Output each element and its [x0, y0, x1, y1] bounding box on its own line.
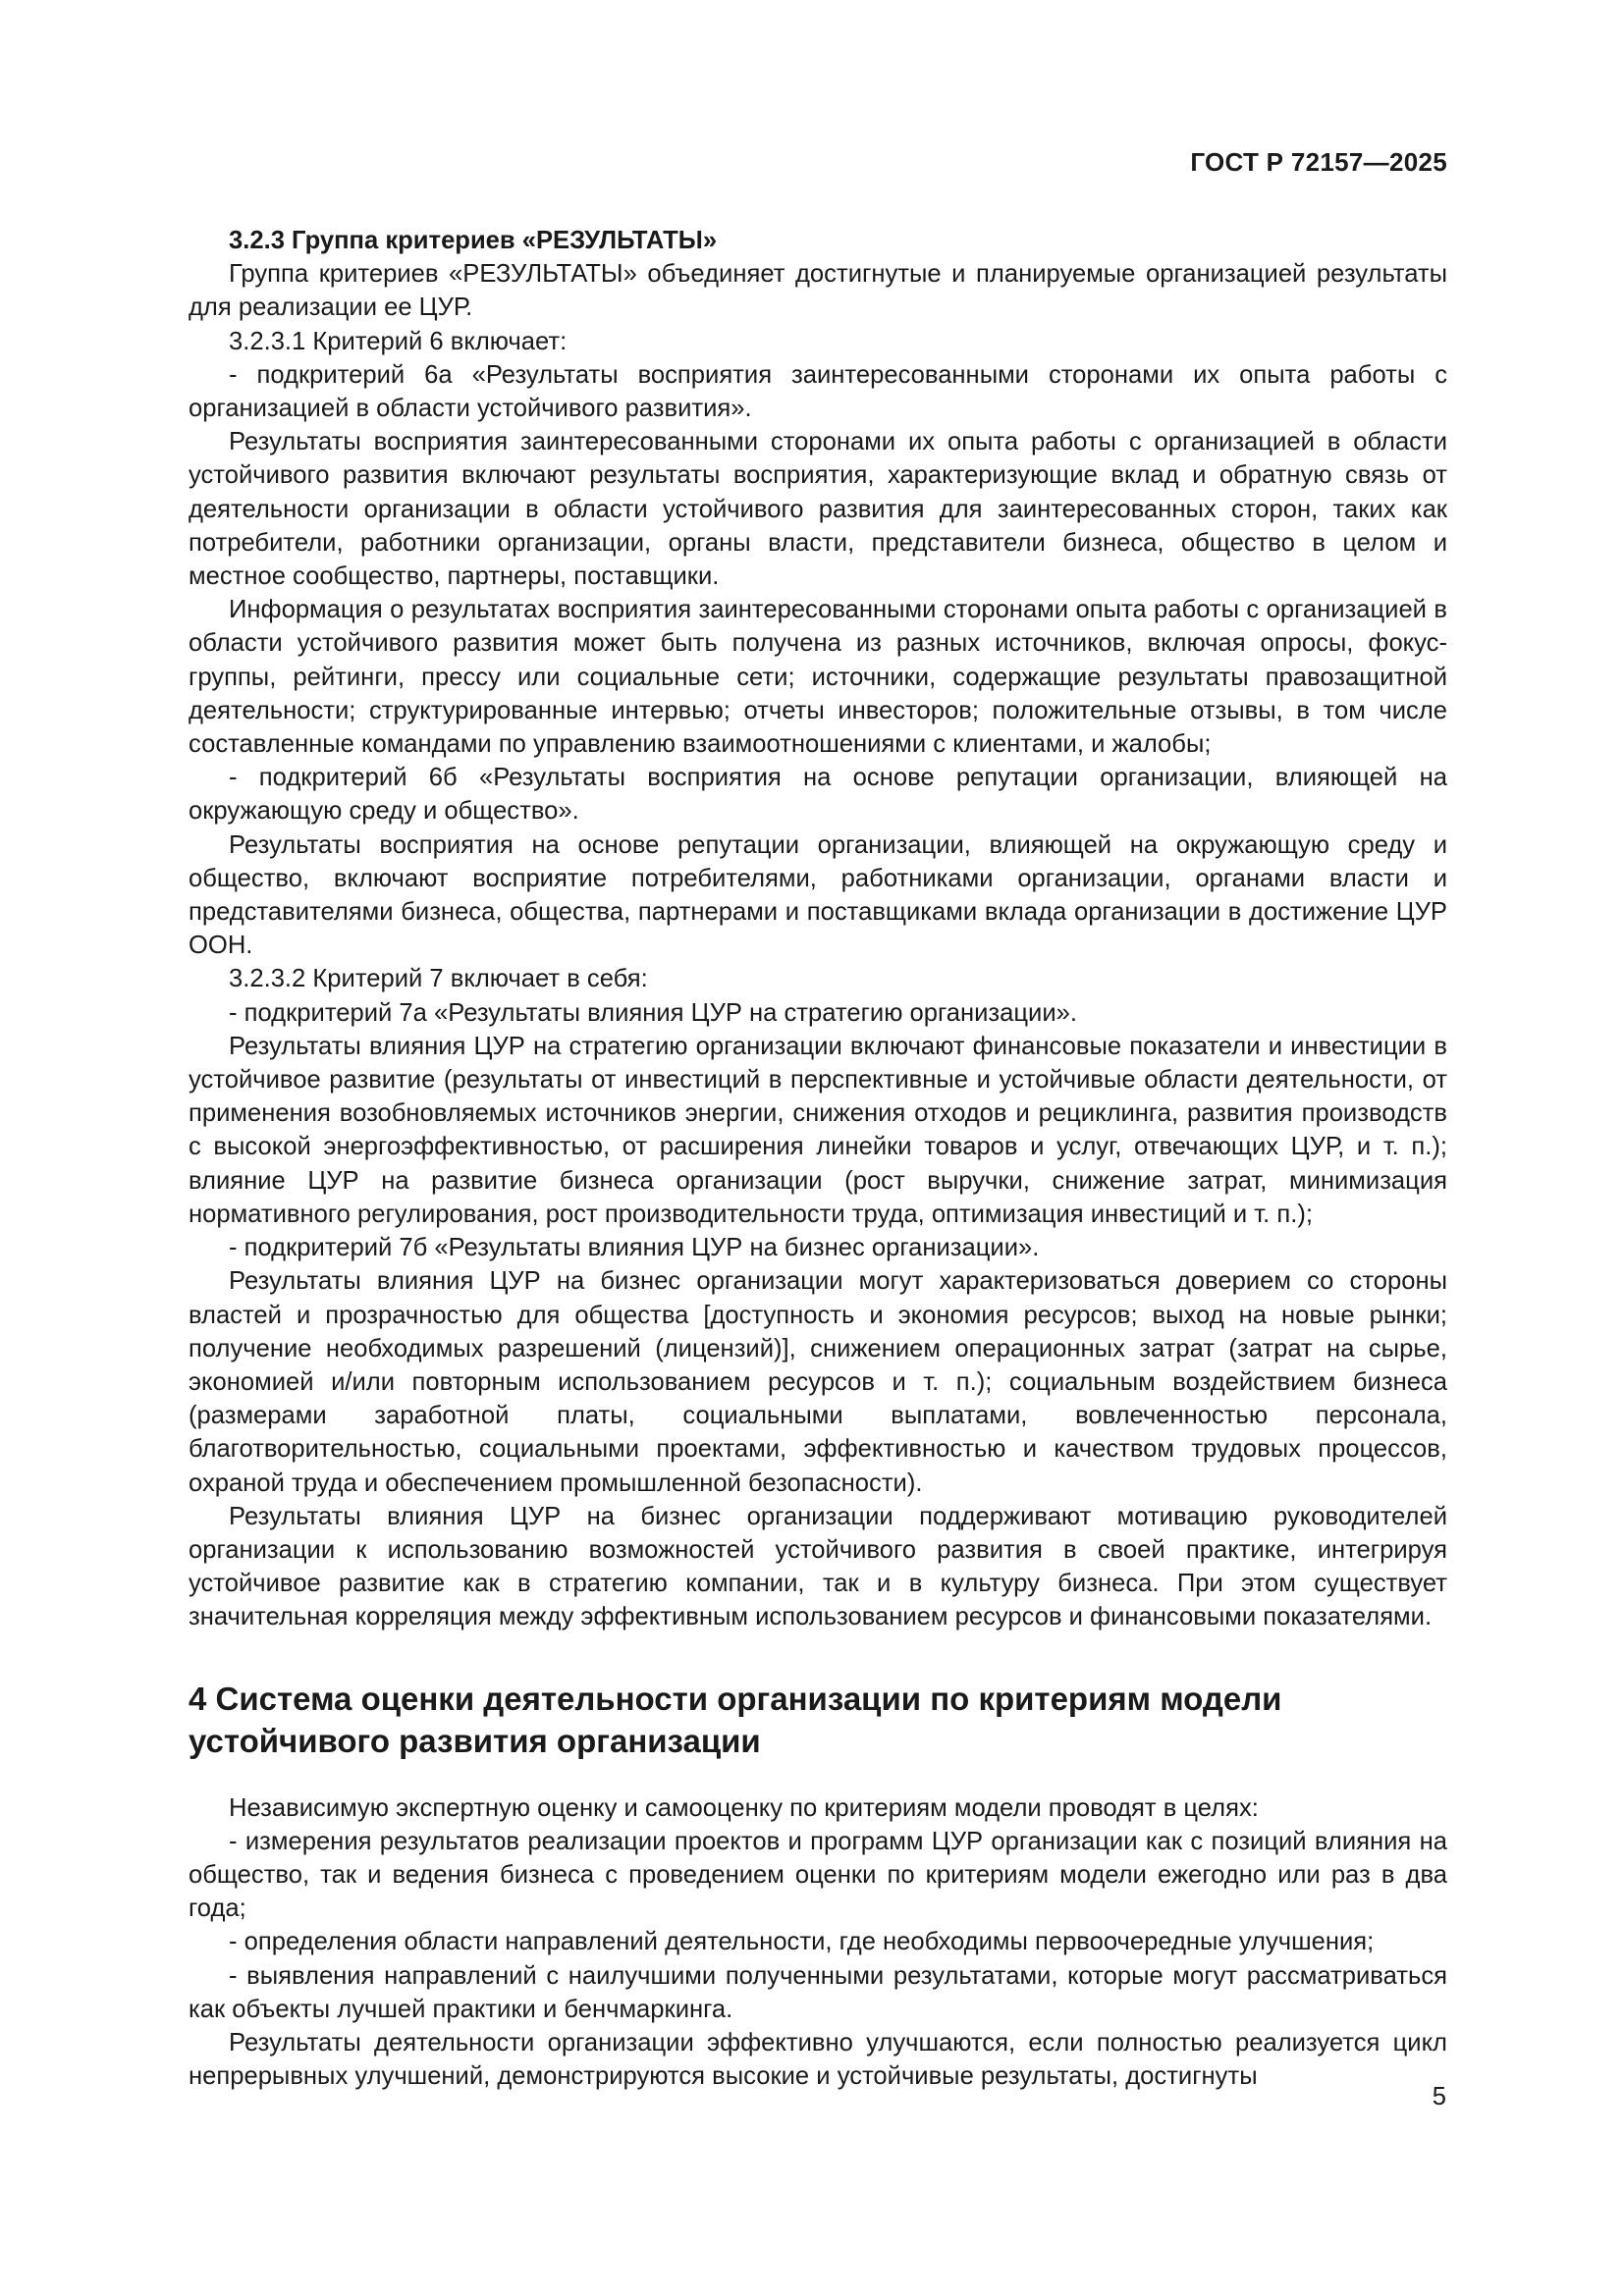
list-item-subcriterion-7b: - подкритерий 7б «Результаты влияния ЦУР на бизнес организации».	[229, 1234, 1040, 1262]
list-item: - измерения результатов реализации проектов и программ ЦУР организации как с позиций влияния на общество, так и ведения бизнеса с проведением оценки по критериям модели ежегодно или раз в два года;	[189, 1827, 1447, 1923]
list-item-subcriterion-6b: - подкритерий 6б «Результаты восприятия на основе репутации организации, влияющей на окружающую среду и общество».	[189, 764, 1447, 826]
section-3-2-3-heading: 3.2.3 Группа критериев «РЕЗУЛЬТАТЫ»	[229, 227, 718, 254]
clause-3-2-3-1: 3.2.3.1 Критерий 6 включает:	[229, 327, 568, 355]
list-item-subcriterion-7a: - подкритерий 7а «Результаты влияния ЦУР на стратегию организации».	[229, 998, 1077, 1027]
document-body	[189, 224, 1447, 2093]
section-4-heading: 4 Система оценки деятельности организации по критериям модели устойчивого развития организации	[189, 1680, 1282, 1759]
paragraph: Результаты деятельности организации эффективно улучшаются, если полностью реализуется цикл непрерывных улучшений, демонстрируются высокие и устойчивые результаты, достигнуты	[189, 2028, 1447, 2091]
clause-3-2-3-2: 3.2.3.2 Критерий 7 включает в себя:	[229, 965, 648, 993]
paragraph: Результаты восприятия заинтересованными сторонами их опыта работы с организацией в области устойчивого развития включают результаты восприятия, характеризующие вклад и обратную связь от деятельности организации в области устойчивого развития для заинтересованных сторон, таких как потребители, работники организации, органы власти, представители бизнеса, общество в целом и местное сообщество, партнеры, поставщики.	[189, 428, 1447, 591]
paragraph: Результаты влияния ЦУР на стратегию организации включают финансовые показатели и инвестиции в устойчивое развитие (результаты от инвестиций в перспективные и устойчивые области деятельности, от применения возобновляемых источников энергии, снижения отходов и рециклинга, развития производств с высокой энергоэффективностью, от расширения линейки товаров и услуг, отвечающих ЦУР, и т. п.); влияние ЦУР на развитие бизнеса организации (рост выручки, снижение затрат, минимизация нормативного регулирования, рост производительности труда, оптимизация инвестиций и т. п.);	[189, 1032, 1447, 1228]
paragraph: Информация о результатах восприятия заинтересованными сторонами опыта работы с организацией в области устойчивого развития может быть получена из разных источников, включая опросы, фокус-группы, рейтинги, прессу или социальные сети; источники, содержащие результаты правозащитной деятельности; структурированные интервью; отчеты инвесторов; положительные отзывы, в том числе составленные командами по управлению взаимоотношениями с клиентами, и жалобы;	[189, 596, 1447, 759]
list-item: - выявления направлений с наилучшими полученными результатами, которые могут рассматриваться как объекты лучшей практики и бенчмаркинга.	[189, 1961, 1447, 2023]
list-item-subcriterion-6a: - подкритерий 6а «Результаты восприятия заинтересованными сторонами их опыта работы с организацией в области устойчивого развития».	[189, 360, 1447, 423]
paragraph: Группа критериев «РЕЗУЛЬТАТЫ» объединяет достигнутые и планируемые организацией результаты для реализации ее ЦУР.	[189, 260, 1447, 322]
list-item: - определения области направлений деятельности, где необходимы первоочередные улучшения;	[229, 1928, 1375, 1956]
paragraph: Независимую экспертную оценку и самооценку по критериям модели проводят в целях:	[229, 1793, 1259, 1822]
page-number: 5	[1432, 2083, 1446, 2110]
paragraph: Результаты восприятия на основе репутации организации, влияющей на окружающую среду и общество, включают восприятие потребителями, работниками организации, органами власти и представителями бизнеса, общества, партнерами и поставщиками вклада организации в достижение ЦУР ООН.	[189, 830, 1447, 960]
document-code: ГОСТ Р 72157—2025	[1190, 147, 1447, 177]
paragraph: Результаты влияния ЦУР на бизнес организации могут характеризоваться доверием со стороны властей и прозрачностью для общества [доступность и экономия ресурсов; выход на новые рынки; получение необходимых разрешений (лицензий)], снижением операционных затрат (затрат на сырье, экономией и/или повторным использованием ресурсов и т. п.); социальным воздействием бизнеса (размерами заработной платы, социальными выплатами, вовлеченностью персонала, благотворительностью, социальными проектами, эффективностью и качеством трудовых процессов, охраной труда и обеспечением промышленной безопасности).	[189, 1267, 1447, 1497]
paragraph: Результаты влияния ЦУР на бизнес организации поддерживают мотивацию руководителей организации к использованию возможностей устойчивого развития в своей практике, интегрируя устойчивое развитие как в стратегию компании, так и в культуру бизнеса. При этом существует значительная корреляция между эффективным использованием ресурсов и финансовыми показателями.	[189, 1502, 1447, 1631]
